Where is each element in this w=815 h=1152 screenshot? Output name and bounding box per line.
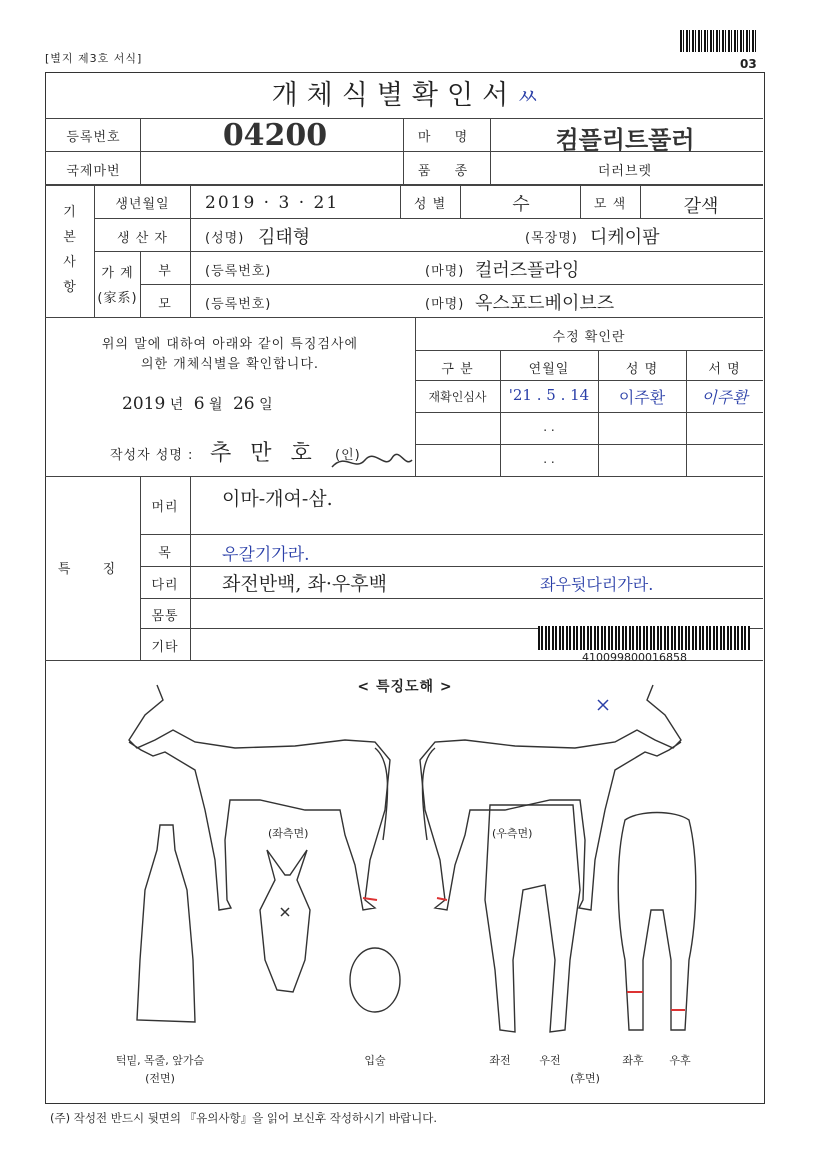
rear-label: (후면) <box>570 1072 600 1085</box>
horse-right-side <box>420 685 681 910</box>
farm-label: (목장명) <box>525 231 578 246</box>
revision-name: 이주환 <box>618 388 666 407</box>
pedigree-hanja: (家系) <box>97 291 138 306</box>
sire-name-label: (마명) <box>425 264 465 279</box>
features-label: 특 징 <box>57 562 130 577</box>
revision-empty-date-1: . . <box>543 420 555 434</box>
revision-header-name: 성 명 <box>625 362 659 377</box>
right-side-label: (우측면) <box>492 827 533 840</box>
reg-no-value: 04200 <box>222 118 328 153</box>
right-fore-label: 우전 <box>539 1054 561 1067</box>
left-hind-label: 좌후 <box>622 1054 644 1067</box>
revision-header-date: 연월일 <box>528 362 570 377</box>
writer-value: 추 만 호 <box>210 441 318 466</box>
revision-date: '21 . 5 . 14 <box>508 386 590 404</box>
breed-label: 품 종 <box>417 164 478 179</box>
left-side-label: (좌측면) <box>268 827 309 840</box>
confirm-text-line1: 위의 말에 대하여 아래와 같이 특징검사에 <box>101 337 359 352</box>
horse-lips <box>350 948 400 1012</box>
horse-name-label: 마 명 <box>417 130 478 145</box>
producer-name-label: (성명) <box>205 231 245 246</box>
other-label: 기타 <box>151 640 179 655</box>
pedigree-label: 가 계 <box>101 266 134 281</box>
leg-value: 좌전반백, 좌·우후백 <box>222 573 387 595</box>
revision-header-sign: 서 명 <box>708 362 741 377</box>
page-number: 03 <box>740 57 757 71</box>
horse-head-front <box>260 850 310 992</box>
sire-label: 부 <box>158 264 172 279</box>
horse-name-value: 컴플리트풀러 <box>555 125 695 154</box>
leg-label: 다리 <box>151 578 179 593</box>
page-title: 개체식별확인서ㅆ <box>271 80 539 111</box>
left-fore-label: 좌전 <box>489 1054 511 1067</box>
right-hind-label: 우후 <box>669 1054 691 1067</box>
diagram-title: < 특징도해 > <box>357 679 453 695</box>
revision-sign: 이주환 <box>701 388 748 407</box>
horse-left-side <box>129 685 390 910</box>
producer-label: 생 산 자 <box>117 231 168 246</box>
dam-label: 모 <box>158 297 172 312</box>
neck-label: 목 <box>158 546 172 561</box>
front-sub-label: (전면) <box>145 1072 175 1085</box>
footer-note: (주) 작성전 반드시 뒷면의 『유의사항』을 읽어 보신후 작성하시기 바랍니다. <box>50 1111 438 1125</box>
revision-empty-date-2: . . <box>543 452 555 466</box>
sex-label: 성 별 <box>413 197 447 212</box>
top-barcode <box>680 30 758 52</box>
front-label: 턱밑, 목줄, 앞가슴 <box>115 1054 205 1067</box>
dam-name-value: 옥스포드베이브즈 <box>475 293 615 314</box>
writer-label: 작성자 성명 : <box>110 448 194 463</box>
sire-reg-no-label: (등록번호) <box>205 264 272 279</box>
feature-barcode <box>538 626 750 650</box>
writer-signature-scribble <box>330 452 415 474</box>
horse-rear-view <box>618 813 696 1031</box>
intl-name-label: 국제마번 <box>66 164 121 179</box>
birth-label: 생년월일 <box>115 197 170 212</box>
revision-header-type: 구 분 <box>441 362 474 377</box>
body-label: 몸통 <box>151 609 179 624</box>
form-number-label: [별지 제3호 서식] <box>45 52 143 65</box>
horse-neck-front-view <box>137 825 195 1022</box>
dam-reg-no-label: (등록번호) <box>205 297 272 312</box>
barcode-number: 410099800016858 <box>582 651 687 664</box>
neck-value: 우갈기가라. <box>222 545 310 565</box>
horse-diagram <box>45 660 765 1100</box>
producer-name-value: 김태형 <box>258 227 311 248</box>
reg-no-label: 등록번호 <box>66 130 121 145</box>
lips-label: 입술 <box>364 1054 386 1067</box>
breed-value: 더러브렛 <box>597 164 653 179</box>
color-label: 모 색 <box>593 197 627 212</box>
seal-mark: (인) <box>335 448 361 463</box>
revision-title: 수정 확인란 <box>552 330 626 345</box>
basic-info-label: 기 본 사 항 <box>63 205 77 295</box>
farm-value: 디케이팜 <box>590 227 660 248</box>
head-value: 이마-개여-삼. <box>222 488 333 510</box>
head-label: 머리 <box>151 500 179 515</box>
sire-name-value: 컬러즈플라잉 <box>475 260 580 281</box>
revision-type: 재확인심사 <box>428 390 487 404</box>
confirm-text-line2: 의한 개체식별을 확인합니다. <box>140 357 320 372</box>
birth-value: 2019 · 3 · 21 <box>205 193 340 213</box>
confirm-date: 2019 년 6 월 26 일 <box>122 394 273 414</box>
dam-name-label: (마명) <box>425 297 465 312</box>
leg-value-note: 좌우뒷다리가라. <box>540 575 654 594</box>
sex-value: 수 <box>512 194 530 215</box>
color-value: 갈색 <box>683 196 719 217</box>
